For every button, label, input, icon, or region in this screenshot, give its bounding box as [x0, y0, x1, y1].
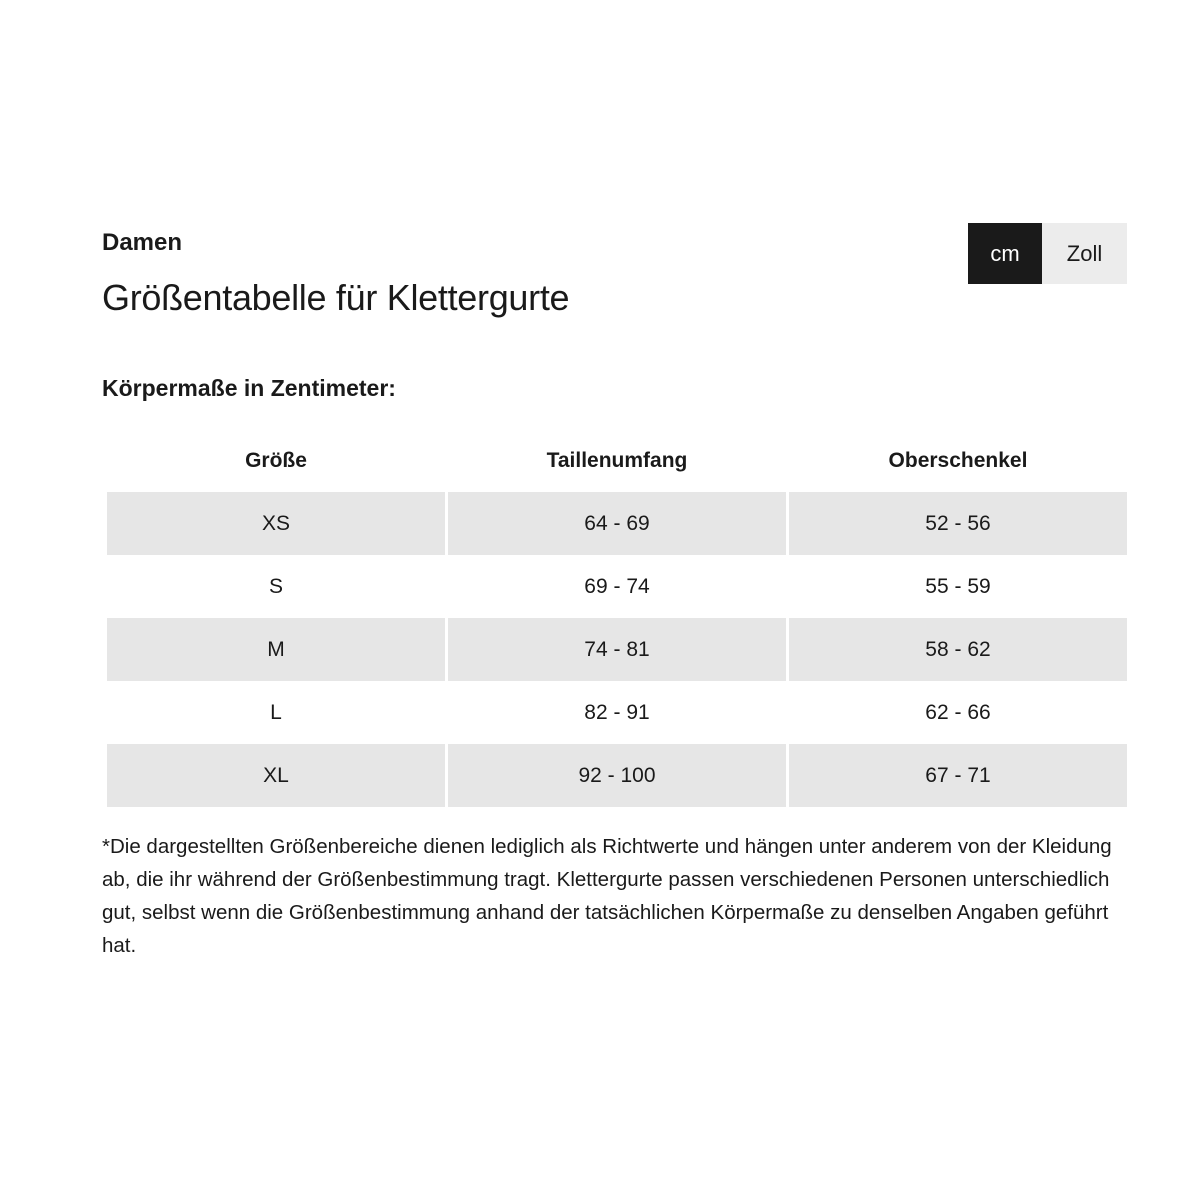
cell-thigh: 62 - 66 [789, 681, 1127, 744]
cell-size: XS [107, 492, 445, 555]
cell-waist: 69 - 74 [448, 555, 786, 618]
section-heading: Körpermaße in Zentimeter: [102, 375, 396, 401]
table-row [107, 744, 1127, 807]
cell-thigh: 55 - 59 [789, 555, 1127, 618]
cell-size: L [107, 681, 445, 744]
unit-toggle [968, 223, 1127, 284]
cell-waist: 74 - 81 [448, 618, 786, 681]
footnote-disclaimer: *Die dargestellten Größenbereiche dienen lediglich als Richtwerte und hängen unter anderem von der Kleidung ab, die ihr während der Größenbestimmung tragt. Klettergurte passen verschiedenen Personen unterschiedlich gut, selbst wenn die Größenbestimmung anhand der tatsächlichen Körpermaße zu denselben Angaben geführt hat. [102, 835, 1112, 957]
cell-size: S [107, 555, 445, 618]
size-table [104, 440, 1130, 807]
cell-thigh: 52 - 56 [789, 492, 1127, 555]
table-row [107, 681, 1127, 744]
table-row [107, 492, 1127, 555]
cell-size: M [107, 618, 445, 681]
cell-waist: 92 - 100 [448, 744, 786, 807]
cell-waist: 82 - 91 [448, 681, 786, 744]
unit-button-cm[interactable]: cm [968, 223, 1042, 284]
column-header-thigh: Oberschenkel [888, 449, 1028, 472]
unit-button-zoll[interactable]: Zoll [1042, 223, 1127, 284]
table-header-row [107, 440, 1127, 492]
cell-thigh: 58 - 62 [789, 618, 1127, 681]
page-title: Größentabelle für Klettergurte [102, 277, 570, 318]
category-label: Damen [102, 229, 183, 256]
table-row [107, 555, 1127, 618]
column-header-size: Größe [245, 449, 307, 472]
table-row [107, 618, 1127, 681]
cell-thigh: 67 - 71 [789, 744, 1127, 807]
cell-size: XL [107, 744, 445, 807]
cell-waist: 64 - 69 [448, 492, 786, 555]
column-header-waist: Taillenumfang [546, 449, 688, 472]
